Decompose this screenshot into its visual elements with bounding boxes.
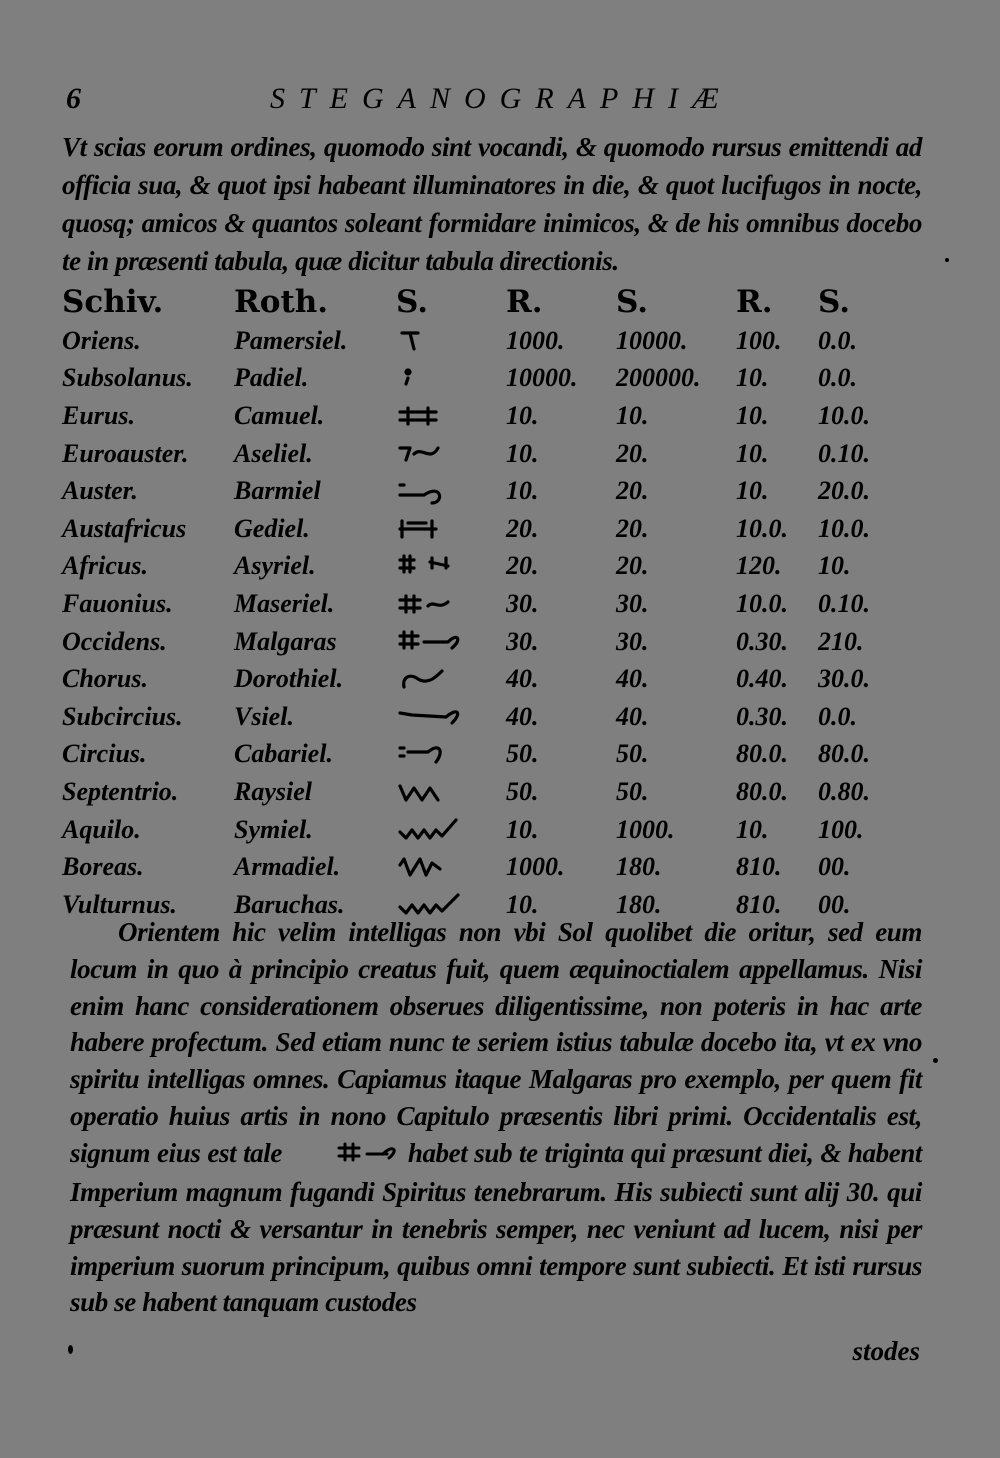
spirit-name: Baruchas. [234,889,345,919]
body-text-after-sign: habet sub te triginta qui præsunt diei, & habent Imperium magnum fugandi Spiritus tenebrarum. His subiecti sunt alij 30. qui præsunt nocti & versantur in tenebris semper, nec veniunt ad lucem, nisi per imperium suorum principum, quibus omni tempore sunt subiecti. Et isti rursus sub se habent tanquam custodes [70,1137,922,1318]
table-row [62,660,912,698]
table-row [62,548,912,586]
table-row [62,811,912,849]
value-cell: 50. [506,776,539,806]
table-row [62,736,912,774]
value-cell: 20. [506,551,539,581]
value-cell: 20.0. [818,476,870,506]
spirit-name: Symiel. [234,814,313,844]
value-cell: 80.0. [736,739,788,769]
value-cell: 40. [616,701,649,731]
value-cell: 10. [506,400,539,430]
wind-name: Fauonius. [62,588,173,618]
spirit-sign-icon [396,816,468,844]
value-cell: 0.30. [736,701,788,731]
sign-cell [396,623,506,661]
column-header: S. [818,284,851,320]
spirit-name: Vsiel. [234,701,294,731]
value-cell: 100. [736,325,782,355]
value-cell: 810. [736,889,782,919]
catchword: stodes [852,1336,920,1366]
spirit-name: Armadiel. [234,852,341,882]
value-cell: 0.10. [818,588,870,618]
value-cell: 0.0. [818,701,857,731]
running-title: STEGANOGRAPHIÆ [270,82,733,115]
value-cell: 10. [506,438,539,468]
page-header [60,82,940,122]
sign-cell [396,773,506,811]
spirit-sign-icon [396,327,468,355]
spirit-sign-icon [396,402,468,430]
spirit-sign-icon [396,665,468,693]
spirit-sign-icon [396,628,468,656]
sign-cell [396,848,506,886]
value-cell: 0.0. [818,325,857,355]
value-cell: 10. [506,814,539,844]
value-cell: 180. [616,889,662,919]
spirit-name: Padiel. [234,363,309,393]
column-header: S. [396,284,429,320]
table-body [62,322,912,924]
value-cell: 10. [736,438,769,468]
wind-name: Austafricus [62,513,187,543]
spirit-sign-icon [396,590,468,618]
sign-cell [396,585,506,623]
value-cell: 180. [616,852,662,882]
value-cell: 1000. [506,325,565,355]
column-header: R. [506,284,543,320]
value-cell: 120. [736,551,782,581]
sign-cell [396,360,506,398]
value-cell: 100. [818,814,864,844]
table-row [62,698,912,736]
ink-speck [933,1058,938,1063]
value-cell: 30. [506,588,539,618]
direction-table [62,282,912,924]
value-cell: 0.30. [736,626,788,656]
value-cell: 210. [818,626,864,656]
value-cell: 0.10. [818,438,870,468]
spirit-sign-icon [396,552,468,580]
column-header: R. [736,284,773,320]
wind-name: Oriens. [62,325,141,355]
wind-name: Boreas. [62,852,144,882]
value-cell: 20. [616,438,649,468]
value-cell: 10000. [506,363,578,393]
value-cell: 50. [616,739,649,769]
value-cell: 10. [736,476,769,506]
wind-name: Circius. [62,739,147,769]
table-row [62,322,912,360]
ink-speck [945,258,949,262]
value-cell: 1000. [616,814,675,844]
spirit-sign-icon [396,778,468,806]
spirit-sign-icon [396,703,468,731]
value-cell: 10.0. [736,513,788,543]
spirit-sign-icon [396,515,468,543]
value-cell: 1000. [506,852,565,882]
spirit-name: Asyriel. [234,551,316,581]
value-cell: 20. [616,551,649,581]
value-cell: 10. [736,814,769,844]
wind-name: Aquilo. [62,814,141,844]
value-cell: 10. [506,889,539,919]
value-cell: 50. [506,739,539,769]
value-cell: 0.40. [736,664,788,694]
spirit-name: Aseliel. [234,438,313,468]
spirit-sign-icon [396,477,468,505]
value-cell: 810. [736,852,782,882]
wind-name: Eurus. [62,400,135,430]
value-cell: 80.0. [818,739,870,769]
value-cell: 40. [616,664,649,694]
wind-name: Occidens. [62,626,167,656]
sign-cell [396,472,506,510]
value-cell: 200000. [616,363,701,393]
value-cell: 20. [616,476,649,506]
value-cell: 30. [616,626,649,656]
value-cell: 00. [818,852,851,882]
body-paragraph [70,914,922,1321]
sign-cell [396,397,506,435]
value-cell: 20. [506,513,539,543]
wind-name: Vulturnus. [62,889,177,919]
sign-cell [396,435,506,473]
malgaras-sign-icon [289,1137,401,1174]
sign-cell [396,510,506,548]
sign-cell [396,811,506,849]
value-cell: 40. [506,664,539,694]
table-row [62,397,912,435]
wind-name: Septentrio. [62,776,179,806]
wind-name: Auster. [62,476,138,506]
spirit-name: Barmiel [234,476,321,506]
sign-cell [396,322,506,360]
table-row [62,623,912,661]
spirit-name: Raysiel [234,776,312,806]
value-cell: 10. [736,400,769,430]
spirit-name: Gediel. [234,513,310,543]
spirit-sign-icon [396,740,468,768]
wind-name: Subcircius. [62,701,183,731]
table-row [62,472,912,510]
table-row [62,510,912,548]
spirit-sign-icon [396,853,468,881]
value-cell: 30. [506,626,539,656]
value-cell: 80.0. [736,776,788,806]
table-header-row [62,282,912,322]
sign-cell [396,736,506,774]
wind-name: Subsolanus. [62,363,193,393]
column-header: Schiv. [62,284,164,320]
spirit-sign-icon [396,440,468,468]
table-row [62,360,912,398]
value-cell: 10.0. [818,400,870,430]
value-cell: 10. [506,476,539,506]
table-row [62,435,912,473]
table-row [62,848,912,886]
value-cell: 50. [616,776,649,806]
table-row [62,585,912,623]
value-cell: 0.80. [818,776,870,806]
value-cell: 10. [818,551,851,581]
value-cell: 10.0. [736,588,788,618]
value-cell: 30. [616,588,649,618]
body-text-before-sign: Orientem hic velim intelligas non vbi Sol quolibet die oritur, sed eum locum in quo à principio creatus fuit, quem æquinoctialem appellamus. Nisi enim hanc considerationem obserues diligentissime, non poteris in hac arte habere profectum. Sed etiam nunc te seriem istius tabulæ docebo ita, vt ex vno spiritu intelligas omnes. Capiamus itaque Malgaras pro exemplo, per quem fit operatio huius artis in nono Capitulo præsentis libri primi. Occidentalis est, signum eius est tale [70,917,922,1168]
spirit-name: Cabariel. [234,739,333,769]
value-cell: 10000. [616,325,688,355]
intro-paragraph: Vt scias eorum ordines, quomodo sint vocandi, & quomodo rursus emittendi ad officia sua, & quot ipsi habeant illuminatores in die, & quot lucifugos in nocte, quosq; amicos & quantos soleant formidare inimicos, & de his omnibus docebo te in præsenti tabula, quæ dicitur tabula directionis. [62,132,922,276]
ink-speck [68,1345,73,1354]
value-cell: 0.0. [818,363,857,393]
page-number: 6 [66,82,81,115]
column-header: S. [616,284,649,320]
sign-cell [396,660,506,698]
value-cell: 10.0. [818,513,870,543]
sign-cell [396,698,506,736]
spirit-name: Malgaras [234,626,337,656]
table-row [62,773,912,811]
value-cell: 10. [616,400,649,430]
wind-name: Euroauster. [62,438,189,468]
spirit-name: Dorothiel. [234,664,344,694]
spirit-name: Maseriel. [234,588,335,618]
value-cell: 10. [736,363,769,393]
wind-name: Africus. [62,551,148,581]
value-cell: 40. [506,701,539,731]
spirit-sign-icon [396,364,468,392]
spirit-name: Pamersiel. [234,325,348,355]
value-cell: 20. [616,513,649,543]
value-cell: 30.0. [818,664,870,694]
value-cell: 00. [818,889,851,919]
column-header: Roth. [234,284,329,320]
wind-name: Chorus. [62,664,148,694]
sign-cell [396,548,506,586]
spirit-name: Camuel. [234,400,325,430]
